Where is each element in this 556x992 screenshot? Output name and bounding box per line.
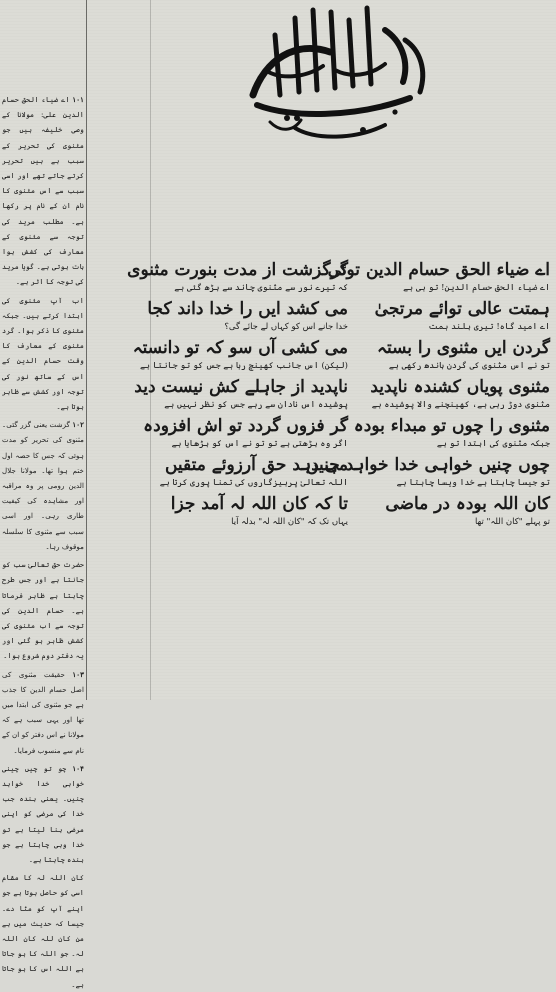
commentary-paragraph: ۱۰۴ چو تو چیں چینی خواہی خدا خواہد چنیں۔ یعنی بندہ جب خدا کی مرضی کو اپنی مرضی بنا لیتا ہے تو خدا وہی چاہتا ہے جو بندہ چاہتا ہے۔: [2, 763, 84, 864]
urdu-translation: (لیکن) اس جانب کھینچ رہا ہے جس کو تو جانتا ہے: [140, 361, 348, 371]
urdu-translation: اے ضیاء الحق حسام الدین! تو ہی ہے: [403, 283, 550, 293]
persian-verse: ہمتت عالی توائے مرتجیٰ: [374, 299, 550, 319]
persian-verse: گرگزشت از مدت بنورت مثنوی: [127, 260, 348, 280]
persian-verse: گردن ایں مثنوی را بستہ: [377, 338, 550, 358]
verse-column-middle: [127, 258, 348, 698]
urdu-translation: مثنوی دوڑ رہی ہے، کھینچنے والا پوشیدہ ہے: [371, 400, 550, 410]
commentary-paragraph: ۱۰۱ اے ضیاء الحق حسام الدین علی: مولانا کے وصی خلیفہ ہیں جو مثنوی کی تحریر کے سبب ہے ہیں تحریر کرتے جاتے تھے اور اسی سبب سے اس مثنوی کا نام ان کے نام پر رکھا ہے۔ مطلب مرید کی توجہ سے مثنوی کے معارف کی کشش ہوا بات ہوتی ہے۔ گویا مرید کی توجہ کا اثر ہے۔: [2, 95, 84, 287]
urdu-translation: اے امید گاہ! تیری بلند ہمت: [428, 322, 550, 332]
commentary-paragraph: اب آپ مثنوی کی ابتدا کرتے ہیں۔ جبکہ مثنوی کا ذکر ہوا۔ گرد مثنوی کے معارف کا وقت حسام الدین کے اس کے ساتھ نور کی توجہ اور کشش سے ظاہر ہوتا ہے۔: [2, 295, 84, 412]
column-rule-left: [86, 0, 87, 700]
verse-column-right: [306, 258, 550, 698]
persian-verse: کان اللہ بودہ در ماضی: [385, 494, 550, 514]
urdu-translation: تو نے اس مثنوی کی گردن باندھ رکھی ہے: [388, 361, 550, 371]
persian-verse: مثنوی پویاں کشندہ ناپدید: [370, 377, 550, 397]
commentary-paragraph: کان اللہ لہ کا مقام اسی کو حاصل ہوتا ہے جو اپنے آپ کو مٹا دے۔ جیسا کہ حدیث میں ہے من کان للہ کان اللہ لہ۔ جو اللہ کا ہو جاتا ہے اللہ اس کا ہو جاتا ہے۔: [2, 873, 84, 989]
persian-verse: می کشد ایں را خدا داند کجا: [147, 299, 348, 319]
commentary-paragraph: حضرت حق تعالیٰ سب کو جانتا ہے اور جس طرح چاہتا ہے ظاہر فرماتا ہے۔ حسام الدین کی توجہ سے اب مثنوی کی کشش ظاہر ہو گئی اور یہ دفتر دوم شروع ہوا۔: [2, 560, 84, 661]
urdu-translation: تو پہلے "کان اللہ" تھا: [474, 517, 550, 527]
persian-verse: چوں چنیں خواہی خدا خواہد چنیں: [306, 455, 550, 475]
persian-verse: ناپدید از جاہلے کش نیست دید: [134, 377, 348, 397]
persian-verse: می کشی آں سو کہ تو دانستہ: [132, 338, 348, 358]
bismillah-calligraphy: [235, 0, 435, 150]
commentary-paragraph: ۱۰۳ حقیقت مثنوی کی اصل حسام الدین کا جذب ہے جو مثنوی کی ابتدا میں تھا اور یہی سبب ہے کہ مولانا نے اس دفتر کو ان کے نام سے منسوب فرمایا۔: [2, 669, 84, 755]
commentary-column: [2, 92, 84, 989]
urdu-translation: یہاں تک کہ "کان اللہ لہ" بدلہ آیا: [231, 517, 348, 527]
urdu-translation: تو جیسا چاہتا ہے خدا ویسا چاہتا ہے: [396, 478, 550, 488]
urdu-translation: جبکہ مثنوی کی ابتدا تو ہے: [436, 439, 550, 449]
persian-verse: می دہد حق آرزوئے متقیں: [164, 455, 348, 475]
commentary-paragraph: ۱۰۲ گزشت یعنی گزر گئی۔ مثنوی کی تحریر کو مدت ہوئی کہ جس کا حصہ اول ختم ہوا تھا۔ مولانا جلال الدین رومی پر وہ مراقبہ اور مشاہدہ کی کیفیت طاری رہی۔ اور اسی سبب سے مثنوی کا سلسلہ موقوف رہا۔: [2, 420, 84, 551]
persian-verse: گر فزوں گردد تو اش افزودہ: [143, 416, 348, 436]
persian-verse: مثنوی را چوں تو مبداء بودہ: [353, 416, 550, 436]
persian-verse: اے ضیاء الحق حسام الدین توئی: [327, 260, 550, 280]
urdu-translation: پوشیدہ اس نادان سے رہے جس کو نظر نہیں ہے: [164, 400, 348, 410]
urdu-translation: اگر وہ بڑھتی ہے تو تو نے اس کو بڑھایا ہے: [171, 439, 348, 449]
persian-verse: تا کہ کان اللہ لہ آمد جزا: [170, 494, 348, 514]
urdu-translation: اللہ تعالیٰ پرہیزگاروں کی تمنا پوری کرتا ہے: [159, 478, 348, 488]
urdu-translation: خدا جانے اس کو کہاں لے جائے گی؟: [224, 322, 348, 332]
urdu-translation: کہ تیرے نور سے مثنوی چاند سے بڑھ گئی ہے: [174, 283, 348, 293]
